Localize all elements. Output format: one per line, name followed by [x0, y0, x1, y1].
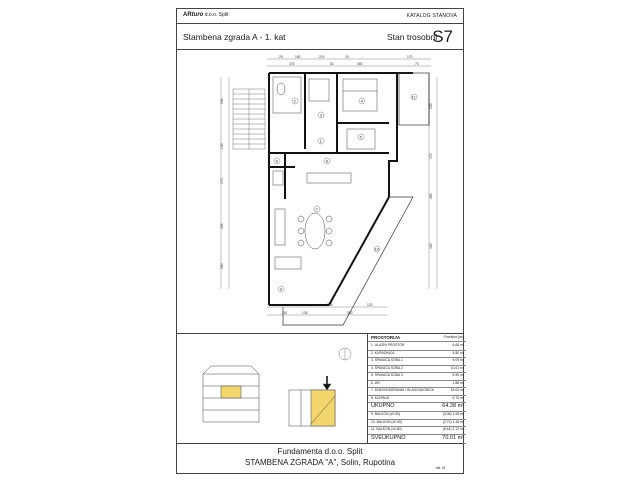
dim-left-5: 280 [220, 263, 224, 269]
dim-bottom2-2: 128 [302, 311, 308, 315]
floor-plan-drawing [177, 49, 465, 333]
floor-plan [177, 49, 463, 333]
building-floor-title: Stambena zgrada A - 1. kat [183, 32, 286, 42]
catalog-sheet [176, 8, 464, 474]
room-area: (3.05) 1.55 m² [442, 412, 464, 416]
room-area: 9.09 m² [452, 358, 464, 362]
lower-section [177, 333, 463, 444]
room-name: 1. ULAZNI PROSTOR [371, 343, 405, 347]
footer-project: STAMBENA ZGRADA "A", Solin, Rupotina [244, 458, 396, 467]
footer-company: Fundamenta d.o.o. Split [277, 447, 363, 456]
room-name: 4. SPAVAĆA SOBA 2 [371, 365, 403, 370]
dim-left-4: 305 [220, 223, 224, 229]
sheet-footer [177, 443, 463, 476]
room-area: 4.80 m² [452, 350, 464, 355]
room-no-7: 7 [315, 206, 318, 212]
room-name: 7. DNEVNI BORAVAK I BLAGOVAONICA [371, 388, 434, 392]
building-section [203, 366, 259, 422]
sheet-header [177, 9, 463, 24]
dim-top-2: 180 [295, 55, 301, 59]
room-name: 3. SPAVAĆA SOBA 1 [371, 358, 403, 362]
furniture [273, 77, 377, 269]
dim-top-4: 15 [345, 55, 349, 59]
room-area: (2.72) 1.36 m² [442, 419, 464, 424]
room-no-2: 2 [293, 98, 296, 104]
room-area-table [367, 334, 466, 444]
room-name: 9. BALKON (x0.50) [371, 412, 401, 416]
dim-bottom-2: 120 [367, 303, 373, 307]
catalog-label: KATALOG STANOVA [406, 13, 457, 19]
dim-bottom2-1: 110 [282, 311, 288, 315]
room-name: 2. KUPAONICA [371, 350, 395, 355]
room-area: (5.44) 2.72 m² [442, 427, 464, 431]
dim-left-2: 140 [220, 143, 224, 149]
north-arrow [339, 348, 351, 360]
dim-top-3: 215 [319, 55, 325, 59]
room-name: 10. BALKON (x0.50) [371, 419, 402, 424]
dim-top-1: 25 [279, 55, 283, 59]
dim-left-3: 170 [220, 178, 224, 184]
company-logo: ARturo d.o.o. Split [183, 12, 229, 18]
room-name: UKUPNO [371, 403, 395, 409]
dim-top2-4: 70 [415, 62, 419, 66]
room-no-8: 8 [325, 158, 328, 164]
dim-bottom2-3: 300 [347, 311, 353, 315]
dim-top-5: 170 [407, 55, 413, 59]
title-row [177, 23, 463, 50]
dim-left-1: 303 [220, 98, 224, 104]
building-floor-key [289, 376, 335, 426]
apartment-walls [269, 73, 413, 305]
highlighted-floor [221, 386, 241, 398]
room-no-3: 3 [319, 112, 322, 118]
room-no-6: 6 [275, 158, 278, 164]
dim-top2-3: 360 [357, 62, 363, 66]
room-area: 6.70 m² [452, 395, 464, 400]
room-no-9: 9 [279, 286, 282, 292]
dim-right-3: 260 [429, 193, 433, 199]
room-no-10: 10 [374, 246, 379, 252]
table-header: PROSTORIJA Površina (m²) [368, 334, 466, 342]
room-no-4: 4 [360, 98, 363, 104]
room-area: 18.02 m² [450, 388, 464, 392]
room-name: 8. KUHINJA [371, 395, 390, 400]
dim-right-1: 230 [429, 103, 433, 109]
dim-top2-1: 475 [289, 62, 295, 66]
room-no-1: 1 [319, 138, 322, 144]
room-area: 64.38 m² [442, 403, 464, 409]
room-area: 10.61 m² [450, 365, 464, 370]
dim-right-2: 170 [429, 153, 433, 159]
apartment-type: Stan trosobni [387, 32, 438, 42]
staircase [233, 89, 265, 149]
apartment-code: S7 [432, 27, 453, 46]
room-no-11: 11 [411, 94, 416, 100]
room-area: 6.50 m² [452, 373, 464, 377]
room-area: 1.88 m² [452, 380, 464, 385]
dim-bottom-1: 215 [327, 303, 333, 307]
room-area: 6.68 m² [452, 343, 464, 347]
room-area: 70.01 m² [442, 434, 464, 441]
location-diagrams [177, 334, 367, 444]
room-name: 6. WC [371, 380, 381, 385]
dim-right-4: 440 [429, 243, 433, 249]
room-no-5: 5 [359, 134, 362, 140]
room-name: 11. BALKON (x0.50) [371, 427, 402, 431]
room-name: 5. SPAVAĆA SOBA 3 [371, 373, 403, 377]
grand-total-row [368, 434, 466, 444]
room-name: SVEUKUPNO [371, 434, 406, 441]
page-number: dd. B [435, 465, 445, 470]
dim-top2-2: 82 [330, 62, 334, 66]
